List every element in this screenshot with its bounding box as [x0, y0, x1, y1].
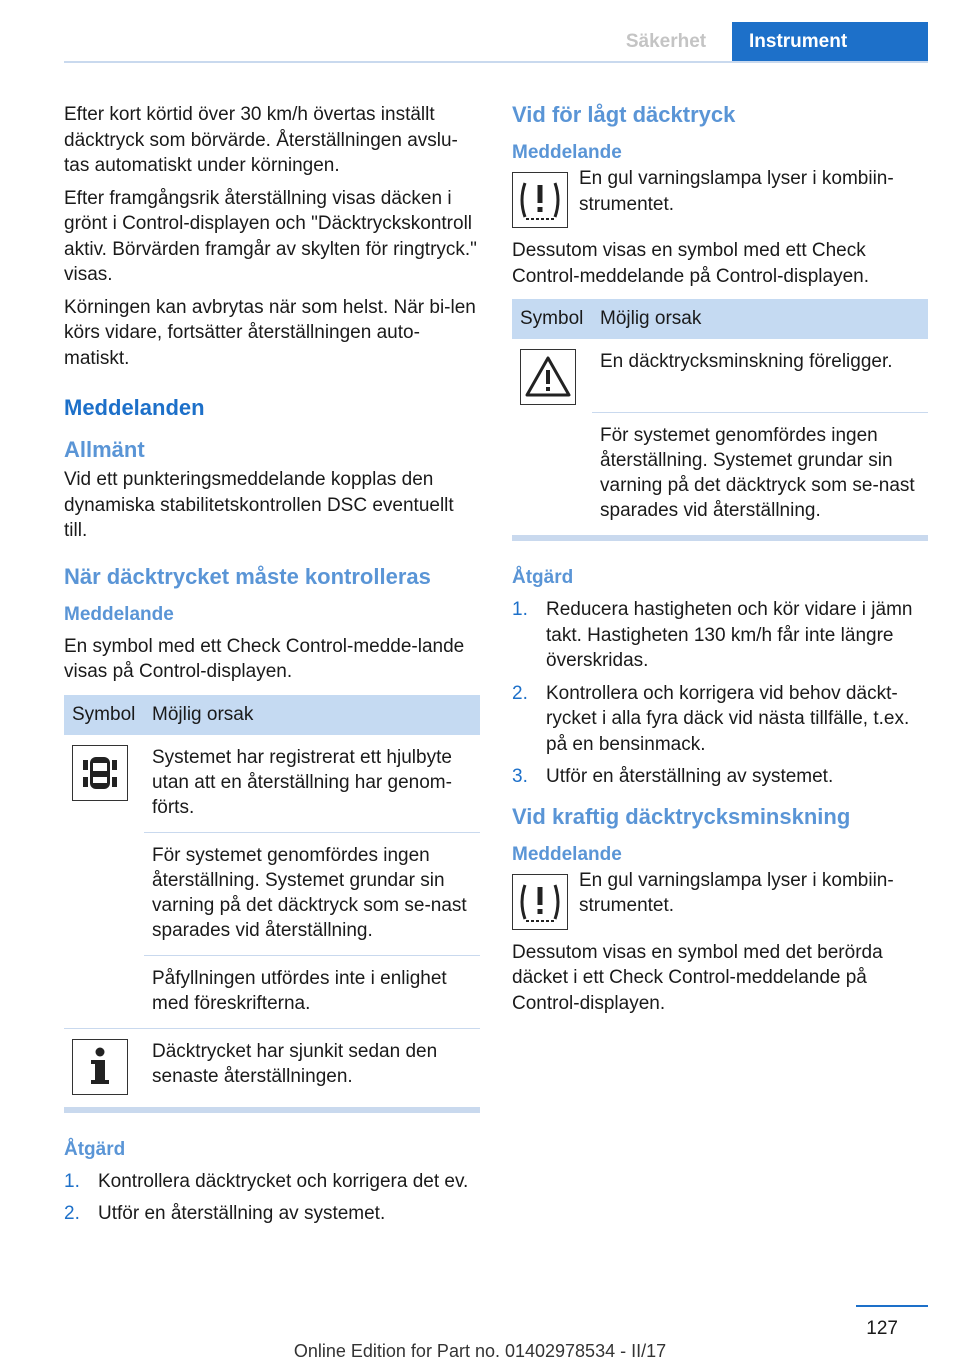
heading-meddelanden: Meddelanden — [64, 395, 205, 420]
heading-atgard: Åtgärd — [512, 567, 574, 588]
list-item: 2. Utför en återställning av systemet. — [64, 1203, 386, 1224]
warning-triangle-icon — [520, 349, 576, 405]
warning-lamp-message — [512, 166, 928, 228]
list-item: 1. Reducera hastigheten och kör vidare i jämn takt. Hastigheten 130 km/h får inte längre överskridas. — [512, 599, 913, 671]
list-item: 3. Utför en återställning av systemet. — [512, 766, 834, 787]
heading-meddelande: Meddelande — [512, 843, 622, 865]
car-wheel-change-icon — [72, 745, 128, 801]
lamp-text: En gul varningslampa lyser i kombiin‐strumentet. — [579, 168, 894, 215]
intro-paragraph: Körningen kan avbrytas när som helst. När bi‐len körs vidare, fortsätter återställningen auto‐matiskt. — [64, 296, 476, 369]
steps-list — [512, 597, 928, 790]
heading-kraftig: Vid kraftig däcktrycksminskning — [512, 803, 851, 829]
heading-meddelande: Meddelande — [512, 142, 622, 163]
tab-instrument[interactable]: Instrument — [732, 22, 928, 62]
symbol-table — [512, 299, 928, 541]
cause-cell: Systemet har registrerat ett hjulbyte utan att en återställning har genom‐förts. — [152, 746, 452, 818]
cause-cell: Påfyllningen utfördes inte i enlighet med föreskrifterna. — [144, 955, 480, 1028]
col-orsak: Möjlig orsak — [144, 695, 480, 735]
warning-lamp-message — [512, 868, 928, 930]
heading-atgard: Åtgärd — [64, 1138, 126, 1160]
intro-paragraph: Efter framgångsrik återställning visas däcken i grönt i Control-displayen och "Däcktryckskontroll aktiv. Börvärden framgår av skylten för ringtryck." visas. — [64, 187, 477, 285]
check-text: Dessutom visas en symbol med ett Check Control-meddelande på Control-displayen. — [512, 240, 869, 287]
tire-pressure-warning-icon — [512, 172, 568, 228]
online-edition: Online Edition for Part no. 01402978534 - II/17 — [293, 1341, 667, 1361]
cause-cell: Däcktrycket har sjunkit sedan den senaste återställningen. — [144, 1028, 480, 1110]
meddelande-text: En symbol med ett Check Control-medde‐lande visas på Control-displayen. — [64, 635, 465, 682]
symbol-table — [64, 695, 480, 1113]
check-text: Dessutom visas en symbol med det berörda däcket i ett Check Control-meddelande på Control-displayen. — [512, 941, 883, 1014]
col-symbol: Symbol — [512, 299, 592, 339]
footer-rule — [856, 1305, 928, 1307]
col-orsak: Möjlig orsak — [592, 299, 928, 339]
heading-kontrolleras: När däcktrycket måste kontrolleras — [64, 563, 431, 589]
left-column — [64, 102, 480, 1234]
list-item: 2. Kontrollera och korrigera vid behov däckt‐rycket i alla fyra däck vid nästa tillfälle, t.ex. på en bensinmack. — [512, 682, 910, 755]
heading-meddelande: Meddelande — [64, 603, 174, 625]
allmant-text: Vid ett punkteringsmeddelande kopplas den dynamiska stabilitetskontrollen DSC eventuellt till. — [64, 469, 454, 541]
cause-cell: En däcktrycksminskning föreligger. — [600, 351, 893, 372]
header-rule — [64, 61, 928, 63]
heading-lagt-dacktryck: Vid för lågt däcktryck — [512, 102, 736, 127]
tire-pressure-warning-icon — [512, 874, 568, 930]
info-icon — [72, 1039, 128, 1095]
right-column — [512, 102, 928, 1023]
steps-list — [64, 1169, 480, 1227]
tab-sakerhet[interactable]: Säkerhet — [625, 31, 707, 52]
heading-allmant: Allmänt — [64, 437, 145, 462]
cause-cell: För systemet genomfördes ingen återställning. Systemet grundar sin varning på det däcktryck som se‐nast sparades vid återställning. — [144, 832, 480, 955]
list-item: 1. Kontrollera däcktrycket och korrigera det ev. — [64, 1170, 469, 1192]
lamp-text: En gul varningslampa lyser i kombiin‐strumentet. — [579, 869, 894, 916]
cause-cell: För systemet genomfördes ingen återställning. Systemet grundar sin varning på det däcktryck som se‐nast sparades vid återställning. — [592, 413, 928, 539]
intro-paragraph: Efter kort körtid över 30 km/h övertas inställt däcktryck som börvärde. Återställningen avslu‐tas automatiskt under körningen. — [64, 104, 458, 176]
page-number: 127 — [866, 1318, 898, 1339]
col-symbol: Symbol — [64, 695, 144, 735]
